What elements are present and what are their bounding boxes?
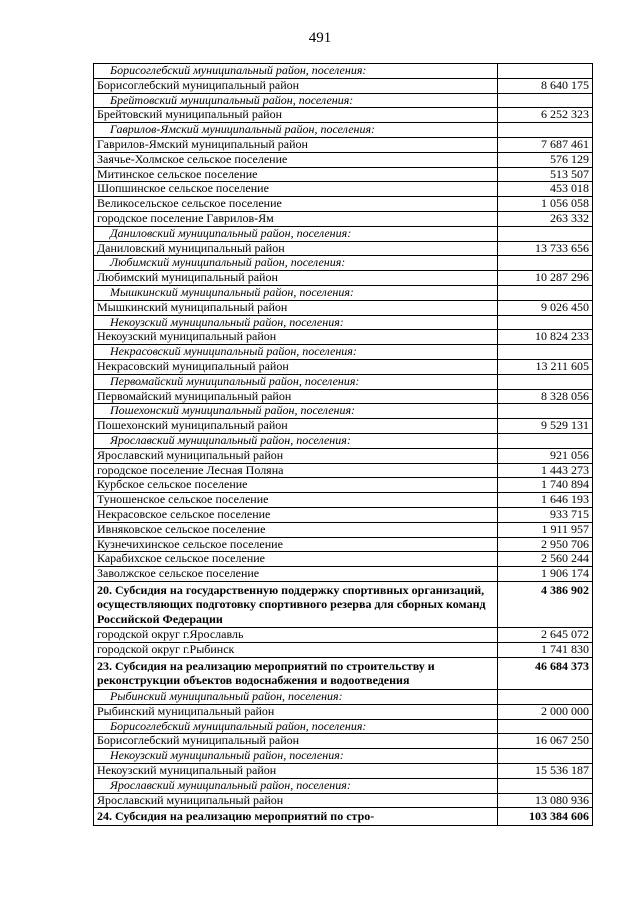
district-header: Мышкинский муниципальный район, поселения: xyxy=(94,285,498,300)
table-row xyxy=(94,330,593,345)
subsidy-section-row xyxy=(94,808,593,826)
district-header: Ярославский муниципальный район, поселения: xyxy=(94,778,498,793)
amount-cell xyxy=(498,226,593,241)
amount-cell xyxy=(498,93,593,108)
district-header: Гаврилов-Ямский муниципальный район, поселения: xyxy=(94,123,498,138)
recipient-name: городское поселение Лесная Поляна xyxy=(94,463,498,478)
amount-cell: 10 287 296 xyxy=(498,271,593,286)
amount-cell: 921 056 xyxy=(498,448,593,463)
district-header: Ярославский муниципальный район, поселения: xyxy=(94,433,498,448)
budget-table-body xyxy=(94,64,593,826)
amount-cell: 7 687 461 xyxy=(498,137,593,152)
amount-cell xyxy=(498,285,593,300)
amount-cell: 13 080 936 xyxy=(498,793,593,808)
page-number: 491 xyxy=(308,30,332,46)
table-row xyxy=(94,463,593,478)
recipient-name: Борисоглебский муниципальный район xyxy=(94,734,498,749)
table-row xyxy=(94,628,593,643)
district-header: Пошехонский муниципальный район, поселения: xyxy=(94,404,498,419)
subsidy-title: 24. Субсидия на реализацию мероприятий по стро- xyxy=(94,808,498,826)
recipient-name: Некоузский муниципальный район xyxy=(94,763,498,778)
recipient-name: Туношенское сельское поселение xyxy=(94,493,498,508)
recipient-name: Некрасовский муниципальный район xyxy=(94,359,498,374)
district-header-row xyxy=(94,226,593,241)
table-row xyxy=(94,182,593,197)
table-row xyxy=(94,300,593,315)
recipient-name: Борисоглебский муниципальный район xyxy=(94,78,498,93)
amount-cell xyxy=(498,404,593,419)
district-header-row xyxy=(94,315,593,330)
district-header-row xyxy=(94,719,593,734)
recipient-name: Любимский муниципальный район xyxy=(94,271,498,286)
amount-cell: 9 529 131 xyxy=(498,419,593,434)
table-row xyxy=(94,493,593,508)
district-header-row xyxy=(94,689,593,704)
amount-cell: 1 741 830 xyxy=(498,643,593,658)
district-header: Некрасовский муниципальный район, поселения: xyxy=(94,345,498,360)
recipient-name: Ивняковское сельское поселение xyxy=(94,522,498,537)
district-header: Любимский муниципальный район, поселения: xyxy=(94,256,498,271)
table-row xyxy=(94,734,593,749)
table-row xyxy=(94,271,593,286)
recipient-name: Ярославский муниципальный район xyxy=(94,448,498,463)
amount-cell: 2 645 072 xyxy=(498,628,593,643)
subsidy-total: 4 386 902 xyxy=(498,581,593,628)
district-header: Первомайский муниципальный район, поселения: xyxy=(94,374,498,389)
table-row xyxy=(94,211,593,226)
amount-cell: 10 824 233 xyxy=(498,330,593,345)
recipient-name: Даниловский муниципальный район xyxy=(94,241,498,256)
amount-cell: 13 211 605 xyxy=(498,359,593,374)
recipient-name: Рыбинский муниципальный район xyxy=(94,704,498,719)
district-header: Борисоглебский муниципальный район, поселения: xyxy=(94,64,498,79)
amount-cell: 1 911 957 xyxy=(498,522,593,537)
amount-cell: 1 906 174 xyxy=(498,567,593,582)
amount-cell: 8 328 056 xyxy=(498,389,593,404)
recipient-name: Шопшинское сельское поселение xyxy=(94,182,498,197)
recipient-name: Заволжское сельское поселение xyxy=(94,567,498,582)
district-header-row xyxy=(94,285,593,300)
subsidy-title: 23. Субсидия на реализацию мероприятий по строительству и реконструкции объектов водоснабжения и водоотведения xyxy=(94,657,498,689)
table-row xyxy=(94,478,593,493)
amount-cell: 933 715 xyxy=(498,507,593,522)
district-header-row xyxy=(94,433,593,448)
table-row xyxy=(94,793,593,808)
amount-cell: 1 443 273 xyxy=(498,463,593,478)
table-row xyxy=(94,197,593,212)
subsidy-title: 20. Субсидия на государственную поддержку спортивных организаций, осуществляющих подготовку спортивного резерва для сборных команд Российской Федерации xyxy=(94,581,498,628)
table-row xyxy=(94,167,593,182)
amount-cell xyxy=(498,315,593,330)
district-header: Некоузский муниципальный район, поселения: xyxy=(94,315,498,330)
amount-cell: 2 560 244 xyxy=(498,552,593,567)
table-row xyxy=(94,537,593,552)
district-header: Некоузский муниципальный район, поселения: xyxy=(94,749,498,764)
recipient-name: Заячье-Холмское сельское поселение xyxy=(94,152,498,167)
amount-cell xyxy=(498,123,593,138)
recipient-name: Великосельское сельское поселение xyxy=(94,197,498,212)
amount-cell xyxy=(498,433,593,448)
table-row xyxy=(94,522,593,537)
district-header-row xyxy=(94,345,593,360)
recipient-name: городской округ г.Рыбинск xyxy=(94,643,498,658)
amount-cell: 2 950 706 xyxy=(498,537,593,552)
recipient-name: Некрасовское сельское поселение xyxy=(94,507,498,522)
amount-cell xyxy=(498,749,593,764)
subsidy-section-row xyxy=(94,581,593,628)
subsidy-total: 46 684 373 xyxy=(498,657,593,689)
district-header-row xyxy=(94,778,593,793)
recipient-name: Курбское сельское поселение xyxy=(94,478,498,493)
recipient-name: городское поселение Гаврилов-Ям xyxy=(94,211,498,226)
table-row xyxy=(94,241,593,256)
amount-cell: 513 507 xyxy=(498,167,593,182)
recipient-name: Ярославский муниципальный район xyxy=(94,793,498,808)
table-row xyxy=(94,643,593,658)
district-header-row xyxy=(94,374,593,389)
amount-cell: 13 733 656 xyxy=(498,241,593,256)
district-header: Борисоглебский муниципальный район, поселения: xyxy=(94,719,498,734)
district-header-row xyxy=(94,256,593,271)
amount-cell: 8 640 175 xyxy=(498,78,593,93)
amount-cell: 576 129 xyxy=(498,152,593,167)
amount-cell: 1 646 193 xyxy=(498,493,593,508)
table-row xyxy=(94,359,593,374)
recipient-name: Гаврилов-Ямский муниципальный район xyxy=(94,137,498,152)
recipient-name: Пошехонский муниципальный район xyxy=(94,419,498,434)
amount-cell xyxy=(498,719,593,734)
recipient-name: Мышкинский муниципальный район xyxy=(94,300,498,315)
amount-cell: 16 067 250 xyxy=(498,734,593,749)
district-header-row xyxy=(94,93,593,108)
amount-cell xyxy=(498,689,593,704)
recipient-name: Митинское сельское поселение xyxy=(94,167,498,182)
amount-cell: 15 536 187 xyxy=(498,763,593,778)
amount-cell: 453 018 xyxy=(498,182,593,197)
table-row xyxy=(94,419,593,434)
amount-cell xyxy=(498,256,593,271)
amount-cell: 1 740 894 xyxy=(498,478,593,493)
district-header: Даниловский муниципальный район, поселения: xyxy=(94,226,498,241)
subsidy-section-row xyxy=(94,657,593,689)
recipient-name: городской округ г.Ярославль xyxy=(94,628,498,643)
amount-cell xyxy=(498,64,593,79)
amount-cell: 9 026 450 xyxy=(498,300,593,315)
district-header-row xyxy=(94,404,593,419)
table-row xyxy=(94,152,593,167)
amount-cell: 6 252 323 xyxy=(498,108,593,123)
district-header: Брейтовский муниципальный район, поселения: xyxy=(94,93,498,108)
table-row xyxy=(94,108,593,123)
table-row xyxy=(94,763,593,778)
recipient-name: Карабихское сельское поселение xyxy=(94,552,498,567)
amount-cell: 263 332 xyxy=(498,211,593,226)
table-row xyxy=(94,704,593,719)
amount-cell xyxy=(498,345,593,360)
district-header-row xyxy=(94,64,593,79)
amount-cell: 1 056 058 xyxy=(498,197,593,212)
district-header-row xyxy=(94,749,593,764)
table-row xyxy=(94,567,593,582)
table-row xyxy=(94,552,593,567)
amount-cell xyxy=(498,778,593,793)
budget-table xyxy=(93,63,593,826)
table-row xyxy=(94,137,593,152)
recipient-name: Некоузский муниципальный район xyxy=(94,330,498,345)
table-row xyxy=(94,448,593,463)
table-row xyxy=(94,507,593,522)
recipient-name: Первомайский муниципальный район xyxy=(94,389,498,404)
recipient-name: Кузнечихинское сельское поселение xyxy=(94,537,498,552)
district-header-row xyxy=(94,123,593,138)
amount-cell: 2 000 000 xyxy=(498,704,593,719)
amount-cell xyxy=(498,374,593,389)
subsidy-total: 103 384 606 xyxy=(498,808,593,826)
table-row xyxy=(94,78,593,93)
recipient-name: Брейтовский муниципальный район xyxy=(94,108,498,123)
district-header: Рыбинский муниципальный район, поселения: xyxy=(94,689,498,704)
table-row xyxy=(94,389,593,404)
